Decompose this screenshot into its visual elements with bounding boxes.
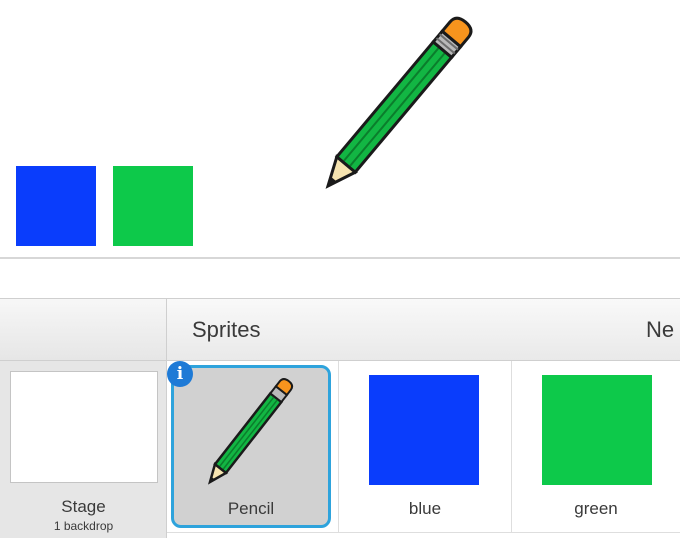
info-icon[interactable]: i	[167, 361, 193, 387]
stage-backdrop-count: 1 backdrop	[53, 519, 114, 533]
selected-sprite-highlight[interactable]	[171, 365, 331, 528]
sprite-list	[167, 361, 680, 538]
sprite-name-blue: blue	[408, 499, 442, 518]
sprites-header	[167, 299, 680, 361]
sprite-tile-green[interactable]	[512, 361, 680, 531]
pencil-icon	[202, 378, 302, 488]
new-sprite-label: Ne	[646, 317, 675, 342]
stage-sprite-green[interactable]	[113, 166, 193, 246]
stage-thumbnail[interactable]	[10, 371, 158, 483]
sprite-name-pencil: Pencil	[227, 499, 275, 518]
stage-label: Stage	[61, 497, 106, 516]
sprite-tile-blue[interactable]	[339, 361, 511, 531]
sprite-thumb-green	[542, 375, 652, 485]
stage-sprite-blue[interactable]	[16, 166, 96, 246]
sprites-title: Sprites	[192, 317, 261, 342]
stage-item[interactable]	[0, 361, 167, 538]
stage-divider	[0, 257, 680, 259]
tile-row-border	[167, 532, 680, 533]
sprite-tile-pencil[interactable]	[167, 361, 338, 531]
sprite-name-green: green	[574, 499, 618, 518]
stage-canvas[interactable]	[0, 0, 680, 258]
sprite-thumb-blue	[369, 375, 479, 485]
stage-sprite-pencil[interactable]	[312, 10, 477, 195]
stage-header-cell	[0, 299, 167, 361]
